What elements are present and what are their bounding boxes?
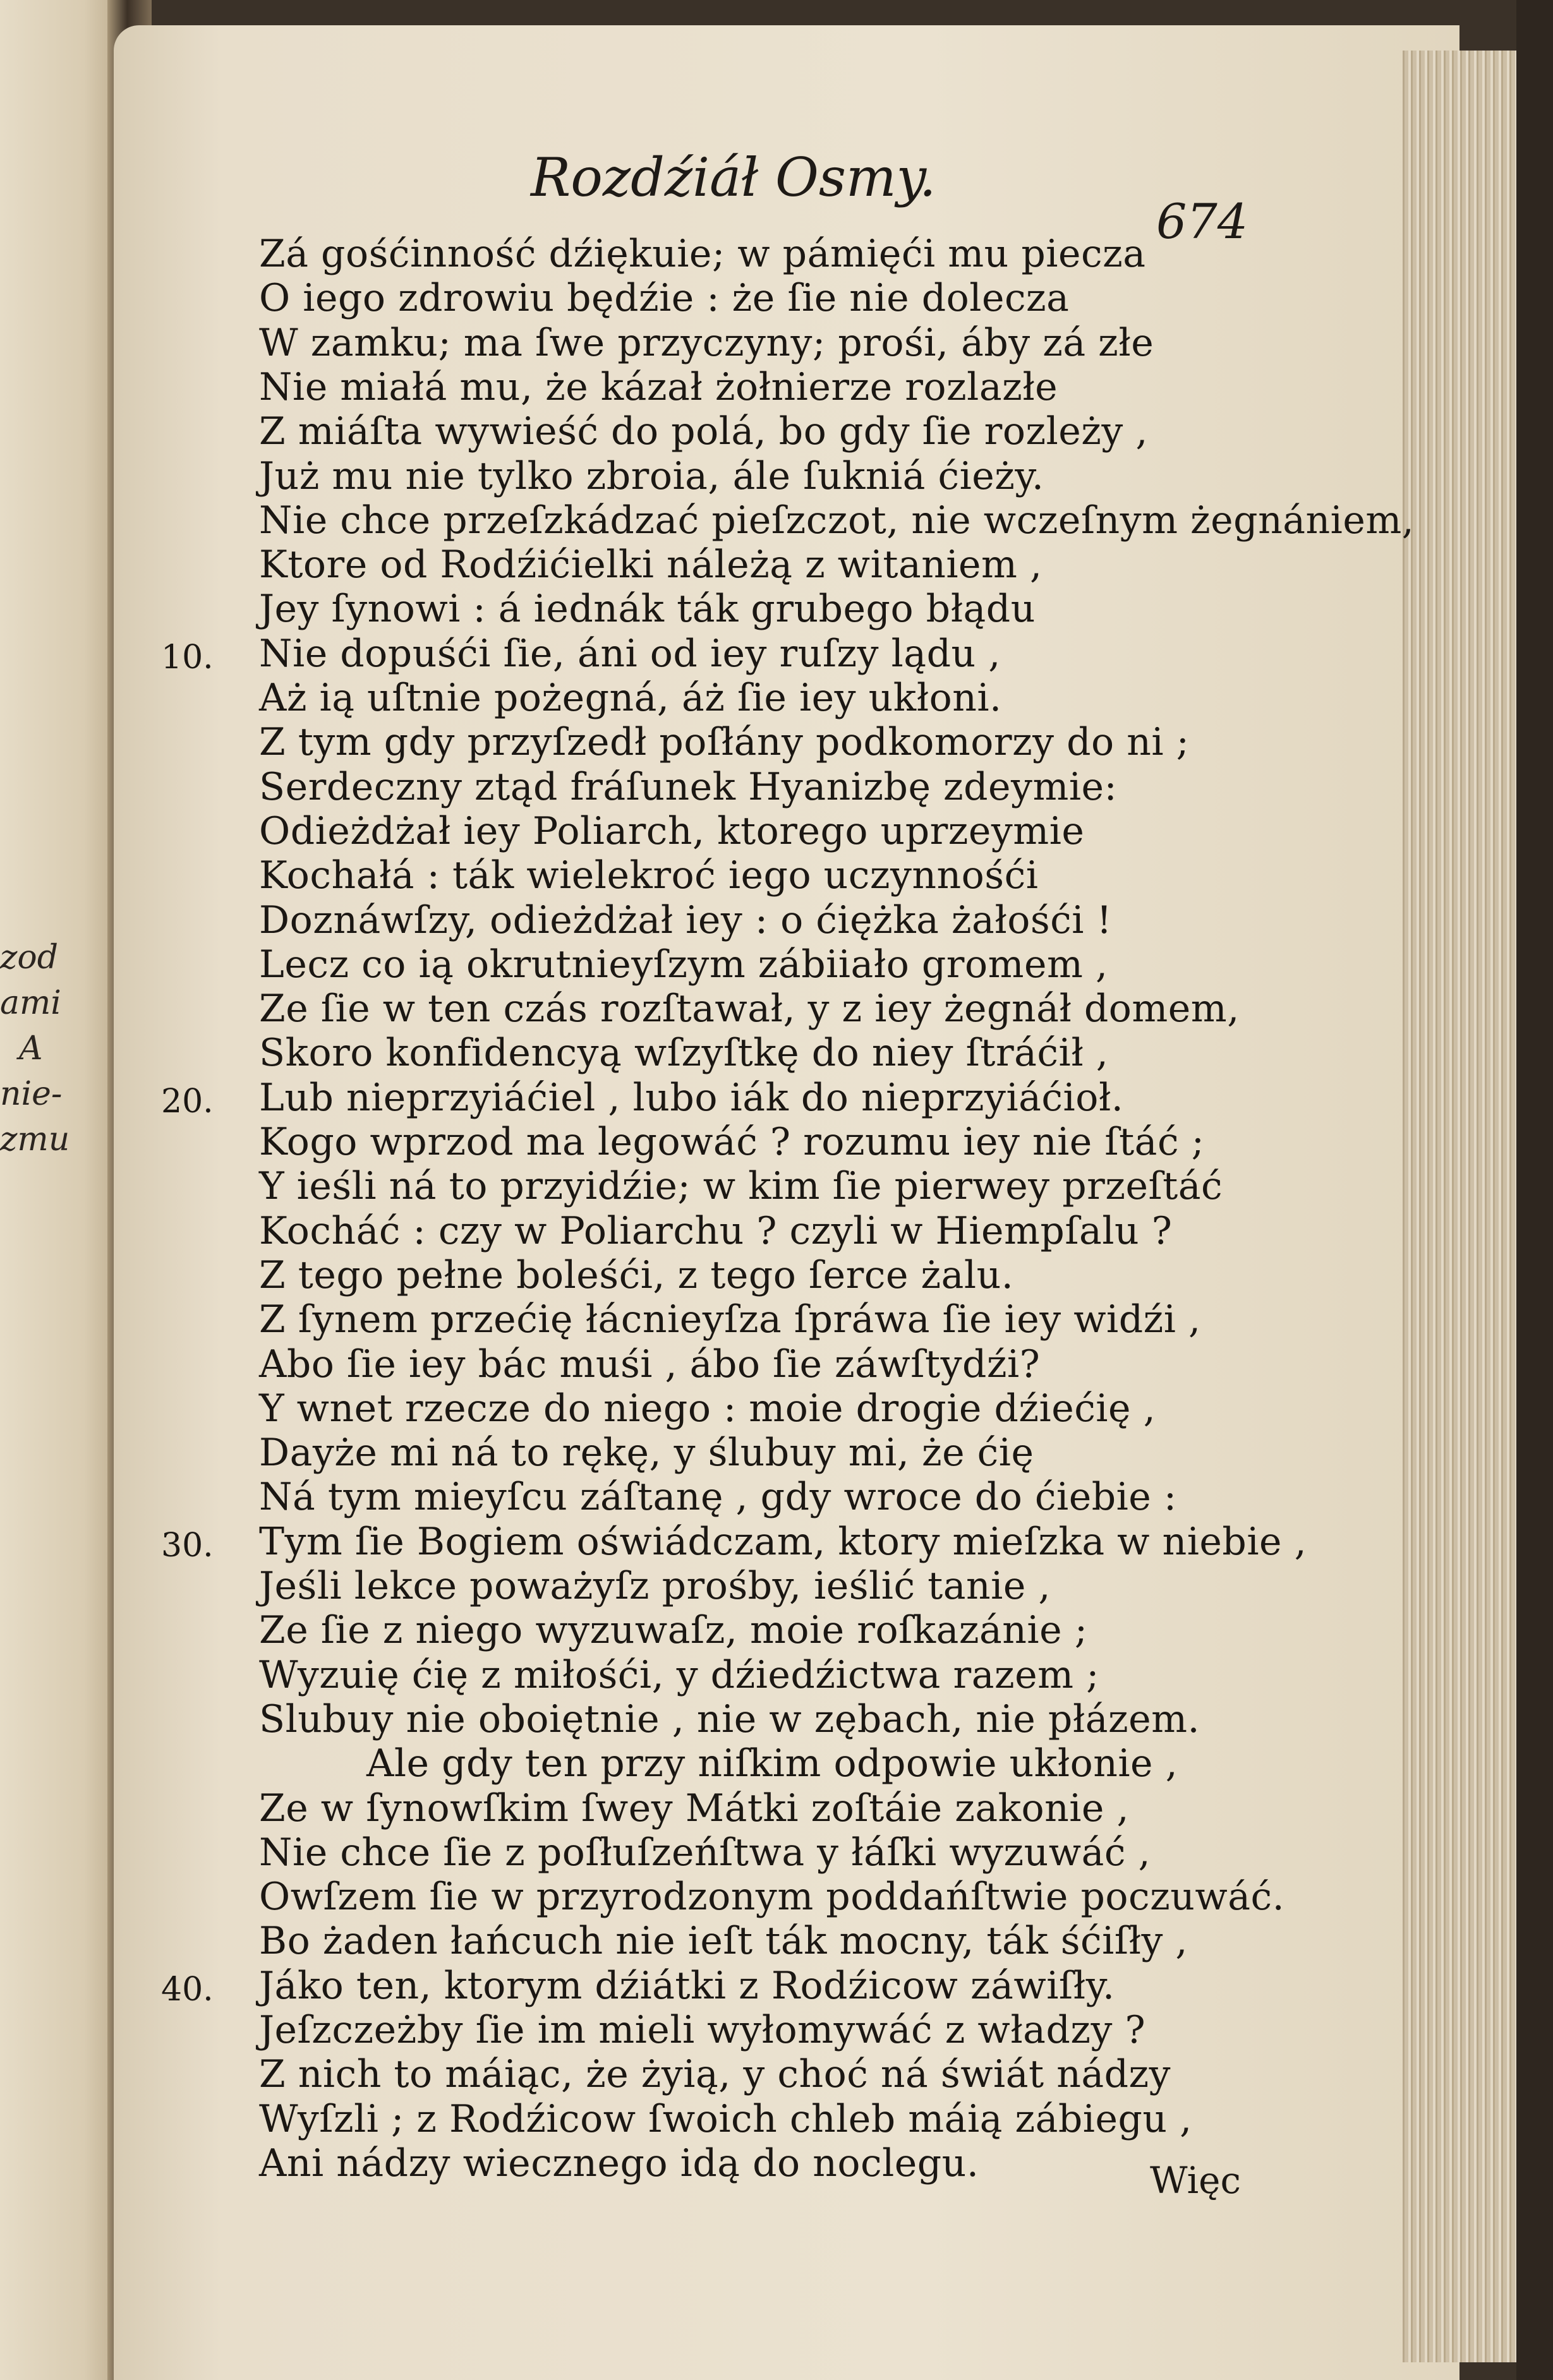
margin-fragment: zod bbox=[0, 939, 58, 977]
verse-line: Dayże mi ná to rękę, y ślubuy mi, że ćię bbox=[259, 1431, 1034, 1475]
margin-fragment: nie- bbox=[0, 1075, 63, 1113]
verse-line: Z nich to máiąc, że żyią, y choć ná świát nádzy bbox=[259, 2052, 1171, 2097]
verse-line: Kogo wprzod ma legowáć ? rozumu iey nie ſtáć ; bbox=[259, 1120, 1205, 1164]
verse-line: Aż ią uſtnie pożegná, áż ſie iey ukłoni. bbox=[259, 676, 1002, 720]
verse-line: Odieżdżał iey Poliarch, ktorego uprzeymie bbox=[259, 808, 1085, 853]
page-number: 674 bbox=[1156, 193, 1248, 249]
margin-fragment: zmu bbox=[0, 1121, 70, 1158]
margin-fragment: ami bbox=[0, 984, 61, 1022]
book-cover-edge bbox=[1516, 0, 1553, 2380]
verse-line: O iego zdrowiu będźie : że ſie nie dolecza bbox=[259, 276, 1070, 321]
verse-line: Z tym gdy przyſzedł poſłány podkomorzy do ni ; bbox=[259, 720, 1190, 765]
verse-line: Już mu nie tylko zbroia, ále ſukniá ćieży. bbox=[259, 454, 1044, 498]
verse-line: Serdeczny ztąd fráſunek Hyanizbę zdeymie: bbox=[259, 764, 1118, 809]
verse-line: Wyſzli ; z Rodźicow ſwoich chleb máią zábiegu , bbox=[259, 2096, 1192, 2141]
verse-line: Skoro konfidencyą wſzyſtkę do niey ſtráćił , bbox=[259, 1031, 1109, 1076]
verse-line: Owſzem ſie w przyrodzonym poddańſtwie poczuwáć. bbox=[259, 1875, 1285, 1920]
verse-line: Kochałá : ták wielekroć iego uczynnośći bbox=[259, 853, 1039, 898]
verse-line: Z miáſta wywieść do polá, bo gdy ſie rozleży , bbox=[259, 409, 1148, 454]
verse-line: Y wnet rzecze do niego : moie drogie dźiećię , bbox=[259, 1386, 1156, 1431]
margin-fragment: A bbox=[19, 1030, 43, 1067]
catchword: Więc bbox=[1150, 2159, 1241, 2202]
verse-line: Jeſzczeżby ſie im mieli wyłomywáć z władzy ? bbox=[259, 2008, 1146, 2052]
line-number: 40. bbox=[161, 1970, 214, 2009]
verse-line: Lecz co ią okrutnieyſzym zábiiało gromem , bbox=[259, 942, 1108, 987]
chapter-heading: Rozdźiáł Osmy. bbox=[531, 147, 936, 208]
verse-line: Ze ſie w ten czás rozſtawał, y z iey żegnáł domem, bbox=[259, 987, 1240, 1031]
verse-line: Nie chce przeſzkádzać pieſzczot, nie wczeſnym żegnániem, bbox=[259, 498, 1415, 543]
verse-line: Wyzuię ćię z miłośći, y dźiedźictwa razem ; bbox=[259, 1652, 1099, 1697]
verse-line: Ná tym mieyſcu záſtanę , gdy wroce do ćiebie : bbox=[259, 1475, 1177, 1520]
page-edges bbox=[1403, 51, 1518, 2362]
left-page-edge bbox=[0, 0, 120, 2380]
verse-line: Doznáwſzy, odieżdżał iey : o ćiężka żałośći ! bbox=[259, 898, 1113, 942]
verse-line: Nie dopuśći ſie, áni od iey ruſzy lądu , bbox=[259, 631, 1001, 676]
verse-line: Z ſynem przećię łácnieyſza ſpráwa ſie iey widźi , bbox=[259, 1297, 1201, 1342]
verse-line: Ale gdy ten przy niſkim odpowie ukłonie , bbox=[366, 1741, 1178, 1786]
verse-line: Ze ſie z niego wyzuwaſz, moie roſkazánie ; bbox=[259, 1608, 1088, 1653]
verse-line: Abo ſie iey bác muśi , ábo ſie záwſtydźi? bbox=[259, 1342, 1041, 1386]
line-number: 30. bbox=[161, 1526, 214, 1565]
verse-line: Ze w ſynowſkim ſwey Mátki zoſtáie zakonie , bbox=[259, 1786, 1130, 1830]
verse-line: Y ieśli ná to przyidźie; w kim ſie pierwey przeſtáć bbox=[259, 1164, 1223, 1209]
verse-line: Bo żaden łańcuch nie ieſt ták mocny, ták śćiſły , bbox=[259, 1919, 1188, 1964]
verse-line: Jey ſynowi : á iednák ták grubego błądu bbox=[259, 587, 1036, 632]
verse-line: Ktore od Rodźićielki náleżą z witaniem , bbox=[259, 543, 1042, 587]
verse-line: Zá gośćinność dźiękuie; w pámięći mu piecza bbox=[259, 232, 1146, 276]
verse-line: Jeśli lekce poważyſz prośby, ieślić tanie , bbox=[259, 1564, 1051, 1608]
verse-line: Jáko ten, ktorym dźiátki z Rodźicow záwiſły. bbox=[259, 1963, 1115, 2008]
verse-line: Z tego pełne boleśći, z tego ſerce żalu. bbox=[259, 1253, 1014, 1297]
verse-line: Slubuy nie oboiętnie , nie w zębach, nie płázem. bbox=[259, 1697, 1200, 1741]
verse-line: W zamku; ma ſwe przyczyny; prośi, áby zá złe bbox=[259, 320, 1154, 365]
verse-line: Kocháć : czy w Poliarchu ? czyli w Hiempſalu ? bbox=[259, 1208, 1173, 1253]
verse-line: Nie chce ſie z poſłuſzeńſtwa y łáſki wyzuwáć , bbox=[259, 1830, 1151, 1875]
verse-line: Nie miałá mu, że kázał żołnierze rozlazłe bbox=[259, 364, 1058, 409]
verse-line: Tym ſie Bogiem oświádczam, ktory mieſzka w niebie , bbox=[259, 1519, 1307, 1564]
line-number: 10. bbox=[161, 638, 214, 676]
verse-line: Lub nieprzyiáćiel , lubo iák do nieprzyiáćioł. bbox=[259, 1075, 1124, 1120]
verse-line: Ani nádzy wiecznego idą do noclegu. bbox=[259, 2141, 979, 2185]
line-number: 20. bbox=[161, 1082, 214, 1121]
